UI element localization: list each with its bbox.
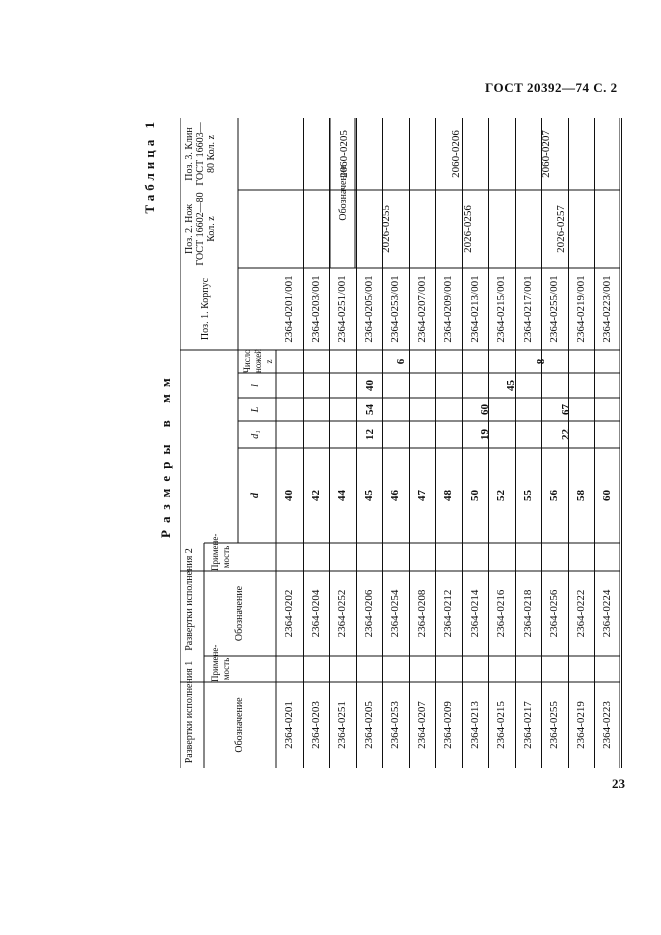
pos2-group-3: 2026-0257 bbox=[555, 205, 567, 253]
l-group-1: 40 bbox=[364, 380, 376, 391]
header-L: L bbox=[250, 406, 261, 413]
diameter-d: 60 bbox=[601, 490, 613, 501]
header-pos3: Поз. 3. Клин ГОСТ 16603—80 Кол. z bbox=[184, 122, 217, 186]
header-reamers-2: Развертки исполнения 2 bbox=[184, 548, 195, 651]
reamer-1-designation: 2364-0213 bbox=[468, 701, 481, 749]
pos3-group-2: 2060-0206 bbox=[450, 130, 462, 178]
reamer-2-designation: 2364-0254 bbox=[389, 589, 401, 638]
reamer-2-designation: 2364-0202 bbox=[283, 589, 295, 638]
reamer-2-designation: 2364-0216 bbox=[495, 589, 507, 638]
body-designation: 2364-0251/001 bbox=[336, 275, 348, 343]
header-pos1: Поз. 1. Корпус bbox=[200, 277, 211, 341]
diameter-d: 45 bbox=[362, 490, 375, 501]
d1-group-2: 19 bbox=[479, 429, 491, 440]
reamer-2-designation: 2364-0208 bbox=[415, 589, 428, 638]
d1-group-1: 12 bbox=[364, 429, 376, 440]
pos2-group-2: 2026-0256 bbox=[462, 205, 474, 253]
reamer-1-designation: 2364-0223 bbox=[601, 701, 613, 749]
table-row bbox=[303, 118, 331, 768]
table-row bbox=[409, 118, 437, 768]
diameter-d: 50 bbox=[468, 490, 481, 501]
diameter-d: 40 bbox=[283, 490, 295, 501]
body-designation: 2364-0219/001 bbox=[574, 275, 587, 343]
L-group-3: 67 bbox=[560, 404, 572, 415]
diameter-d: 58 bbox=[574, 490, 587, 501]
diameter-d: 56 bbox=[548, 490, 560, 501]
table-row bbox=[488, 118, 516, 768]
reamer-2-designation: 2364-0206 bbox=[362, 589, 375, 638]
body-designation: 2364-0253/001 bbox=[389, 275, 401, 343]
body-designation: 2364-0223/001 bbox=[601, 275, 613, 343]
table-row bbox=[515, 118, 543, 768]
reamer-1-designation: 2364-0215 bbox=[495, 701, 507, 749]
header-applicability-1: Применемость bbox=[210, 644, 231, 682]
pos3-group-3: 2060-0207 bbox=[540, 130, 552, 178]
header-knives: Число ножей z bbox=[242, 348, 274, 373]
body-designation: 2364-0201/001 bbox=[283, 275, 295, 343]
reamer-2-designation: 2364-0218 bbox=[521, 589, 534, 638]
reamer-2-designation: 2364-0222 bbox=[574, 589, 587, 638]
diameter-d: 48 bbox=[442, 490, 454, 501]
reamer-1-designation: 2364-0253 bbox=[389, 701, 401, 749]
reamer-1-designation: 2364-0203 bbox=[309, 701, 322, 749]
reamer-1-designation: 2364-0205 bbox=[362, 701, 375, 749]
reamer-1-designation: 2364-0251 bbox=[336, 701, 348, 749]
body-designation: 2364-0217/001 bbox=[521, 275, 534, 343]
header-applicability-2: Применемость bbox=[210, 533, 231, 571]
header-reamers-1: Развертки исполнения 1 bbox=[184, 660, 195, 764]
l-group-2: 45 bbox=[505, 380, 517, 391]
z-group-1: 6 bbox=[395, 358, 407, 365]
reamer-2-designation: 2364-0204 bbox=[309, 589, 322, 638]
body-designation: 2364-0205/001 bbox=[362, 275, 375, 343]
units-caption: Размеры в мм bbox=[158, 371, 173, 538]
header-l: l bbox=[250, 384, 261, 387]
reamer-1-designation: 2364-0217 bbox=[521, 701, 534, 749]
diameter-d: 52 bbox=[495, 490, 507, 501]
body-designation: 2364-0209/001 bbox=[442, 275, 454, 343]
body-designation: 2364-0203/001 bbox=[309, 275, 322, 343]
diameter-d: 44 bbox=[336, 490, 348, 501]
page-number: 23 bbox=[612, 776, 625, 791]
page-header: ГОСТ 20392—74 С. 2 bbox=[485, 80, 618, 95]
diameter-d: 46 bbox=[389, 490, 401, 501]
diameter-d: 42 bbox=[309, 490, 322, 501]
header-designation-2: Обозначение bbox=[234, 585, 245, 642]
reamer-1-designation: 2364-0219 bbox=[574, 701, 587, 749]
pos3-group-1: 2060-0205 bbox=[338, 130, 350, 178]
header-d: d bbox=[250, 493, 261, 498]
header-designation-bottom: Обозначение bbox=[338, 165, 349, 221]
d1-group-3: 22 bbox=[560, 429, 572, 440]
table-row bbox=[594, 118, 622, 768]
rotated-table-block bbox=[142, 118, 620, 768]
body-designation: 2364-0213/001 bbox=[468, 275, 481, 343]
body-designation: 2364-0255/001 bbox=[548, 275, 560, 343]
table-row bbox=[276, 118, 304, 768]
reamer-1-designation: 2364-0201 bbox=[283, 701, 295, 749]
reamer-1-designation: 2364-0255 bbox=[548, 701, 560, 749]
body-designation: 2364-0207/001 bbox=[415, 275, 428, 343]
reamer-1-designation: 2364-0209 bbox=[442, 701, 454, 749]
body-designation: 2364-0215/001 bbox=[495, 275, 507, 343]
header-pos2: Поз. 2. Нож ГОСТ 16602—80 Кол. z bbox=[184, 192, 217, 266]
header-d1: d₁ bbox=[250, 430, 261, 439]
reamer-2-designation: 2364-0214 bbox=[468, 589, 481, 638]
table-row bbox=[329, 118, 357, 768]
reamer-2-designation: 2364-0256 bbox=[548, 589, 560, 638]
reamer-2-designation: 2364-0252 bbox=[336, 589, 348, 638]
L-group-1: 54 bbox=[364, 404, 376, 415]
reamer-2-designation: 2364-0212 bbox=[442, 589, 454, 638]
reamer-2-designation: 2364-0224 bbox=[601, 589, 613, 638]
pos2-group-1: 2026-0255 bbox=[380, 205, 392, 253]
header-designation-1: Обозначение bbox=[234, 697, 245, 753]
table-caption: Таблица 1 bbox=[142, 118, 157, 214]
diameter-d: 47 bbox=[415, 490, 428, 501]
table-row bbox=[435, 118, 463, 768]
diameter-d: 55 bbox=[521, 490, 534, 501]
L-group-2: 60 bbox=[479, 404, 491, 415]
reamer-1-designation: 2364-0207 bbox=[415, 701, 428, 749]
z-group-2: 8 bbox=[535, 358, 547, 365]
